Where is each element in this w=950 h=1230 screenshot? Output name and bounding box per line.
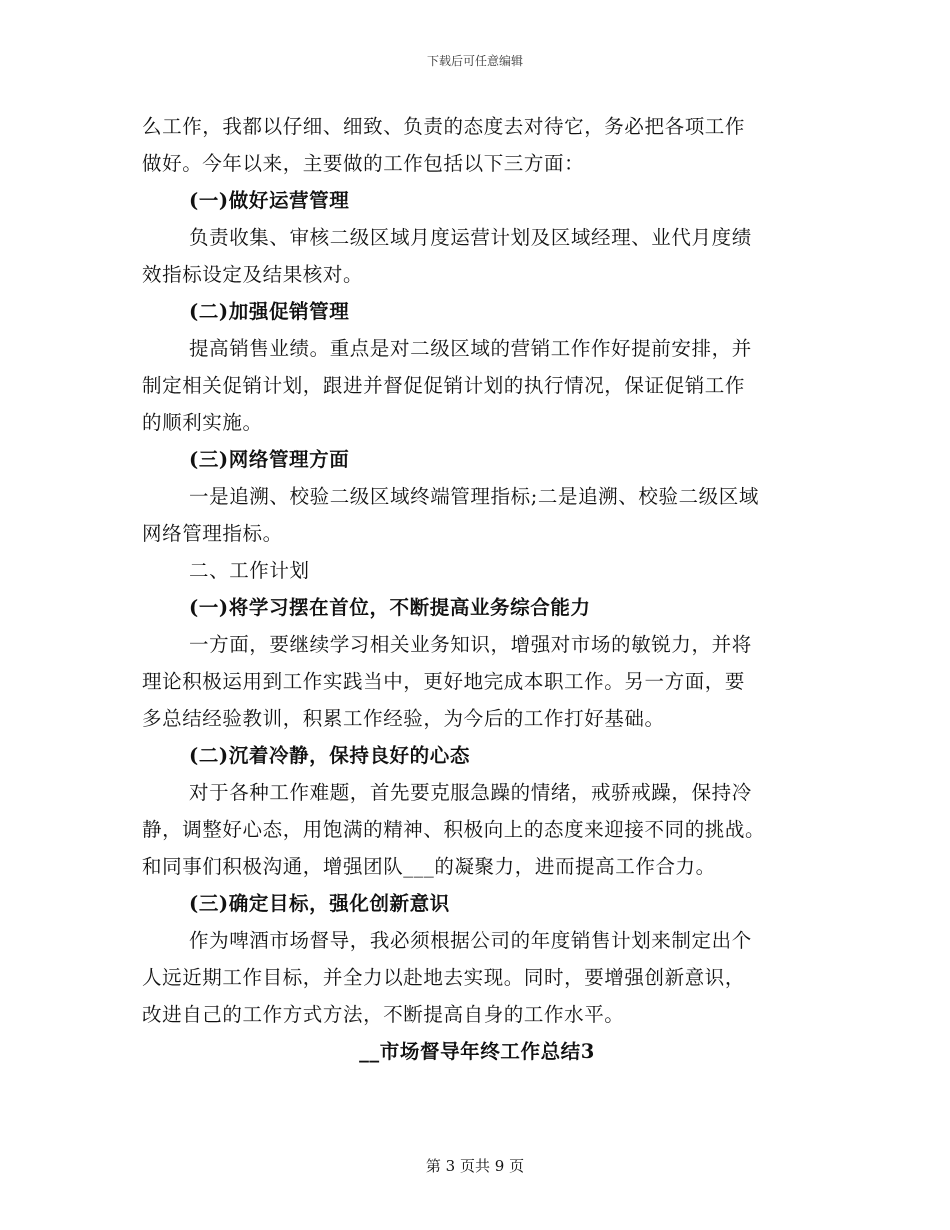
paragraph-line: 改进自己的工作方式方法，不断提高自身的工作水平。 (142, 1003, 625, 1026)
section-heading: (二)沉着冷静，保持良好的心态 (189, 744, 470, 767)
paragraph-line: 人远近期工作目标，并全力以赴地去实现。同时，要增强创新意识， (142, 966, 746, 989)
paragraph-line: 和同事们积极沟通，增强团队___的凝聚力，进而提高工作合力。 (142, 855, 716, 878)
paragraph-line: 做好。今年以来，主要做的工作包括以下三方面： (142, 152, 585, 175)
section-heading: (一)做好运营管理 (189, 189, 350, 212)
section-heading: (三)确定目标，强化创新意识 (189, 892, 450, 915)
paragraph-line: 制定相关促销计划，跟进并督促促销计划的执行情况，保证促销工作 (142, 374, 746, 397)
section-heading: (二)加强促销管理 (189, 300, 350, 323)
paragraph-first-line: 提高销售业绩。重点是对二级区域的营销工作作好提前安排，并 (189, 337, 752, 360)
section-heading: (三)网络管理方面 (189, 448, 350, 471)
paragraph-first-line: 对于各种工作难题，首先要克服急躁的情绪，戒骄戒躁，保持冷 (189, 781, 752, 804)
paragraph-first-line: 一方面，要继续学习相关业务知识，增强对市场的敏锐力，并将 (189, 633, 752, 656)
paragraph-line: 理论积极运用到工作实践当中，更好地完成本职工作。另一方面，要 (142, 670, 746, 693)
paragraph-first-line: 一是追溯、校验二级区域终端管理指标;二是追溯、校验二级区域 (189, 485, 759, 508)
page-footer: 第 3 页共 9 页 (425, 1157, 525, 1175)
paragraph-first-line: 二、工作计划 (189, 559, 310, 582)
document-body (142, 108, 812, 1070)
document-title: __市场督导年终工作总结3 (359, 1040, 595, 1063)
paragraph-line: 网络管理指标。 (142, 522, 283, 545)
paragraph-line: 多总结经验教训，积累工作经验，为今后的工作打好基础。 (142, 707, 665, 730)
paragraph-first-line: 作为啤酒市场督导，我必须根据公司的年度销售计划来制定出个 (189, 929, 752, 952)
paragraph-line: 效指标设定及结果核对。 (142, 263, 364, 286)
paragraph-line: 么工作，我都以仔细、细致、负责的态度去对待它，务必把各项工作 (142, 115, 746, 138)
paragraph-line: 的顺利实施。 (142, 411, 263, 434)
paragraph-first-line: 负责收集、审核二级区域月度运营计划及区域经理、业代月度绩 (189, 226, 752, 249)
page-header: 下载后可任意编辑 (426, 54, 523, 68)
section-heading: (一)将学习摆在首位，不断提高业务综合能力 (189, 596, 591, 619)
paragraph-line: 静，调整好心态，用饱满的精神、积极向上的态度来迎接不同的挑战。 (142, 818, 766, 841)
